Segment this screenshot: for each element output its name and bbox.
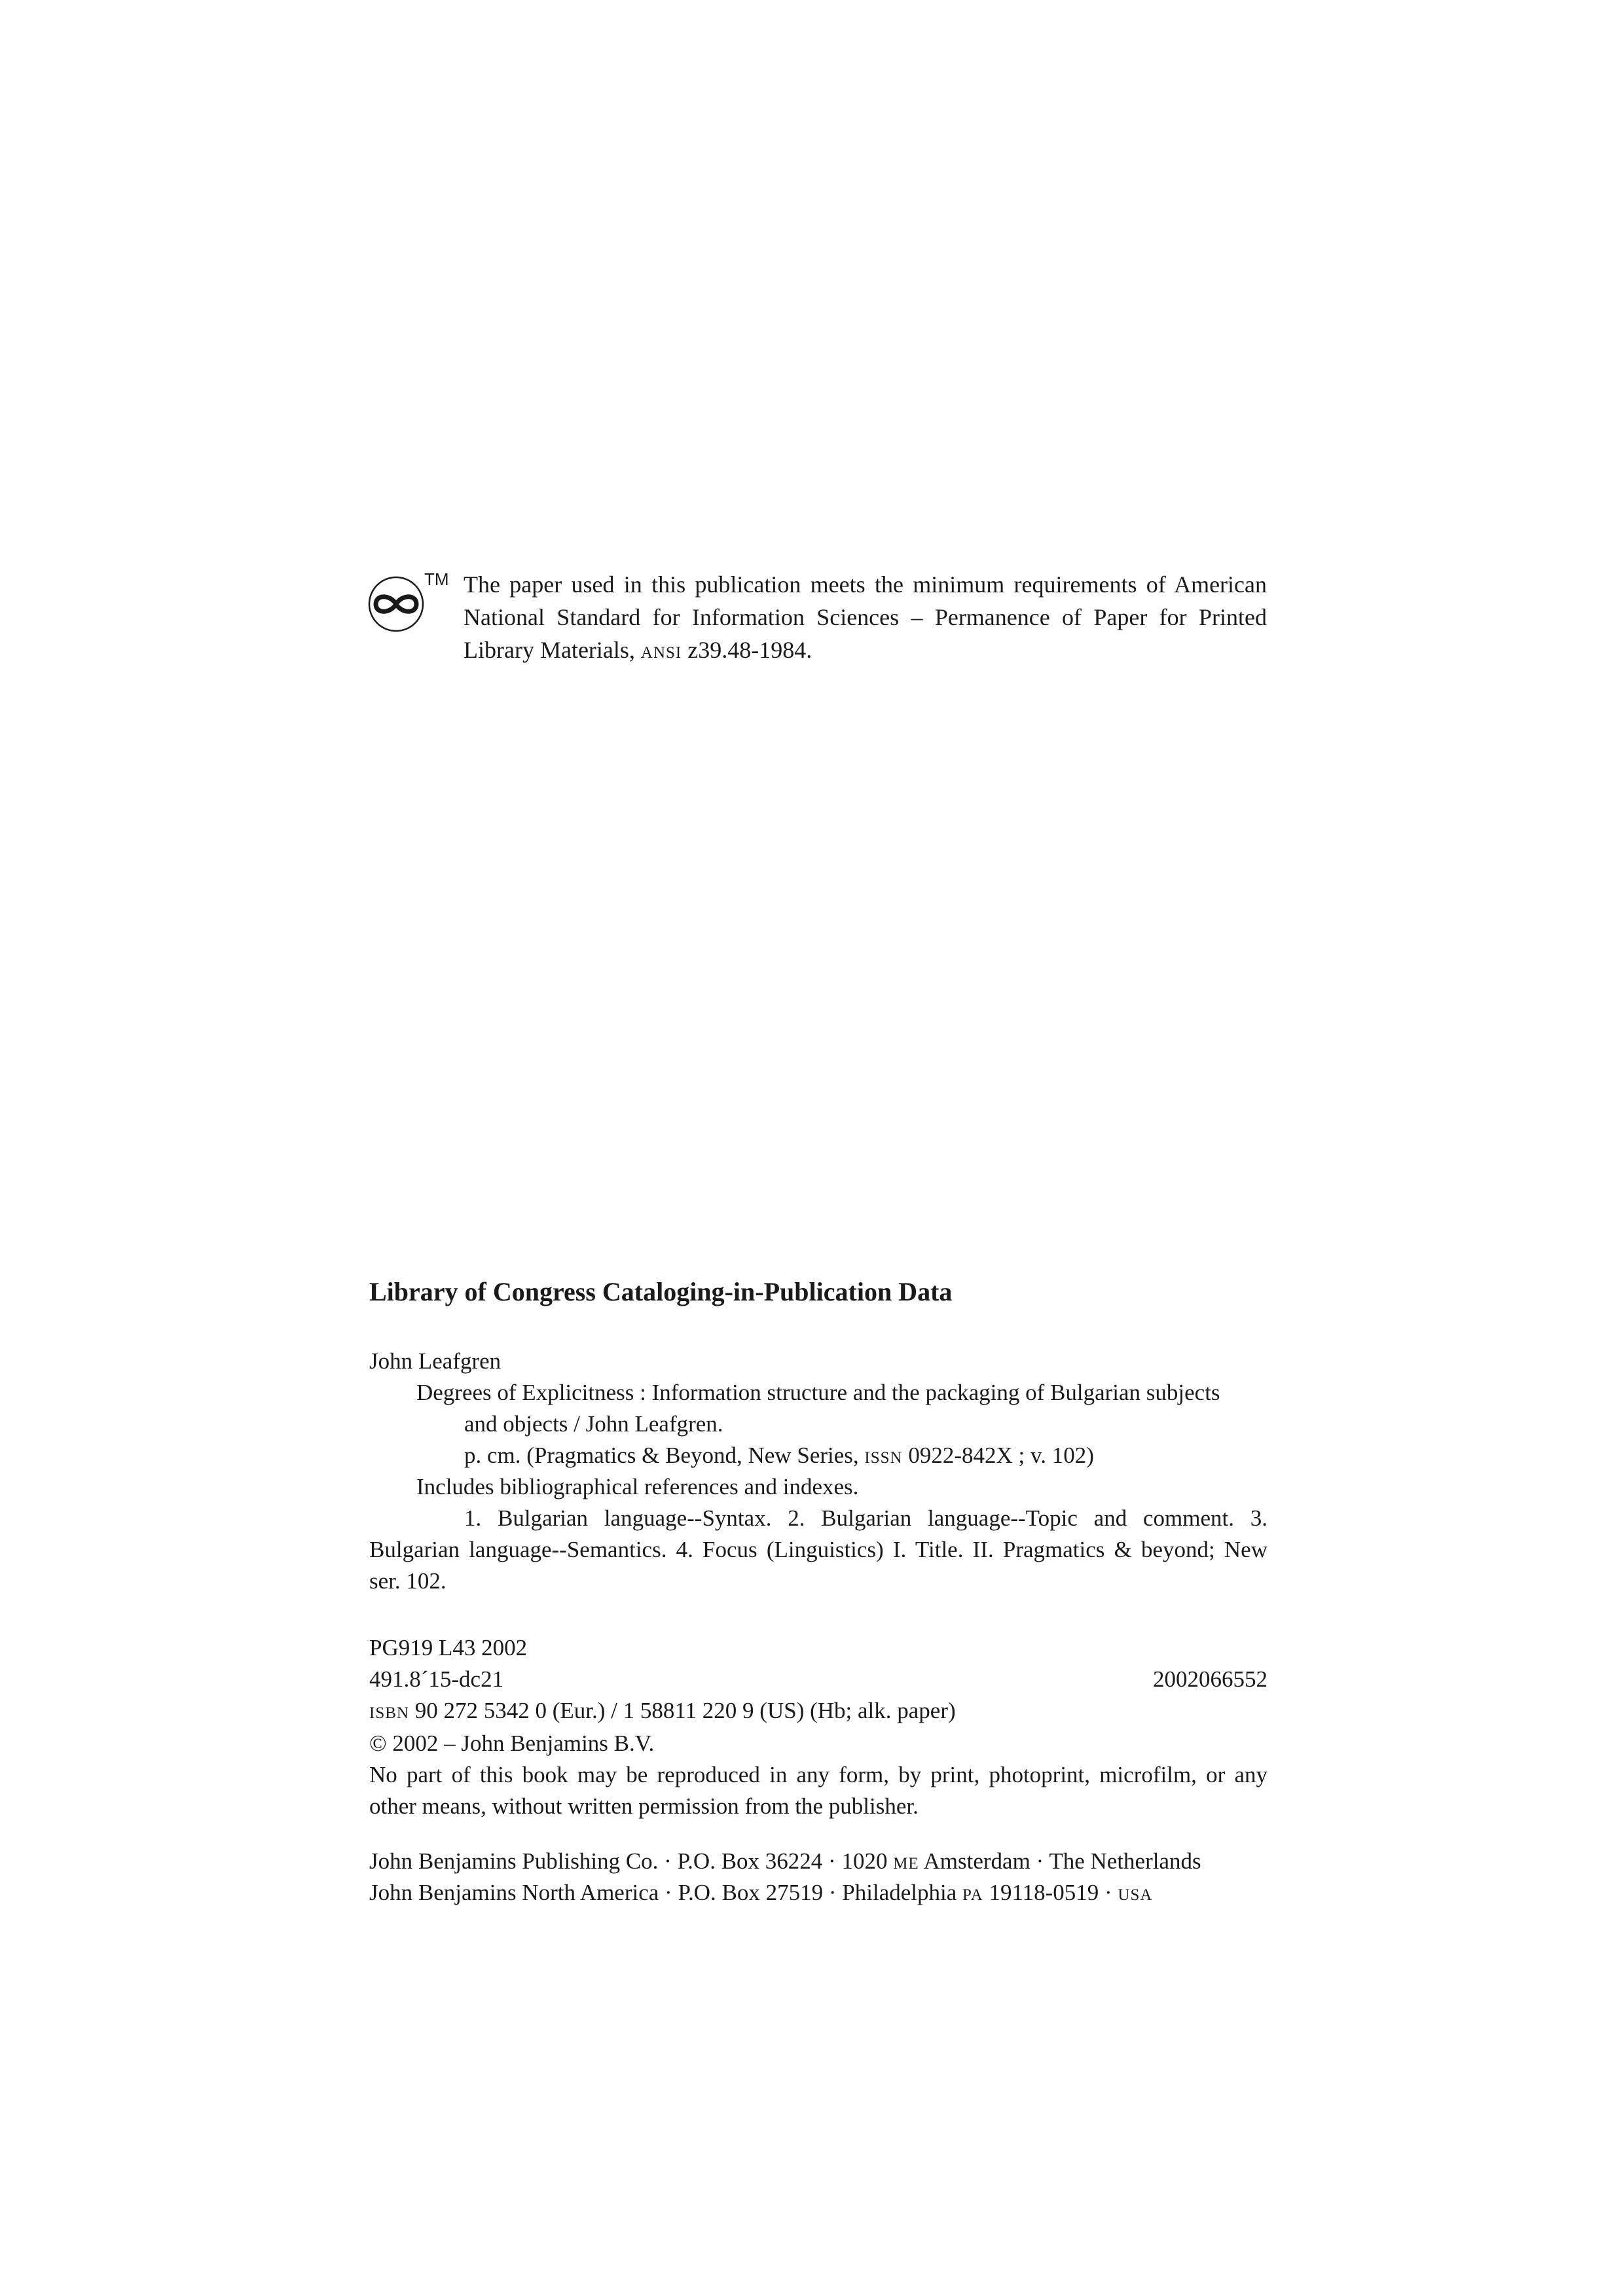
cip-includes: Includes bibliographical references and indexes. — [416, 1474, 859, 1499]
isbn-line: isbn 90 272 5342 0 (Eur.) / 1 58811 220 9 (US) (Hb; alk. paper) — [369, 1698, 956, 1723]
copyright-notice: © 2002 – John Benjamins B.V. — [369, 1731, 655, 1756]
permanence-line-1: The paper used in this publication meets the minimum requirements of American — [464, 571, 1267, 598]
publisher-address-netherlands: John Benjamins Publishing Co. · P.O. Box 36224 · 1020 me Amsterdam · The Netherlands — [369, 1848, 1201, 1874]
cip-subjects-line-1: 1. Bulgarian language--Syntax. 2. Bulgarian language--Topic and comment. 3. — [464, 1505, 1267, 1531]
rights-line-2: other means, without written permission from the publisher. — [369, 1793, 919, 1819]
cip-subjects-line-2: Bulgarian language--Semantics. 4. Focus (Linguistics) I. Title. II. Pragmatics & beyond; New — [369, 1537, 1267, 1562]
pa-small-caps: pa — [962, 1880, 983, 1905]
classification-block — [369, 1632, 1267, 1727]
permanence-notice-text — [464, 568, 1267, 666]
issn-small-caps: issn — [864, 1443, 903, 1468]
cip-heading: Library of Congress Cataloging-in-Publication Data — [369, 1277, 953, 1306]
cip-record — [369, 1346, 1267, 1597]
permanence-notice — [367, 568, 1267, 666]
cip-title-line-1: Degrees of Explicitness : Information structure and the packaging of Bulgarian subjects — [416, 1380, 1220, 1405]
publisher-address-north-america: John Benjamins North America · P.O. Box 27519 · Philadelphia pa 19118-0519 · usa — [369, 1880, 1153, 1905]
rights-line-1: No part of this book may be reproduced in any form, by print, photoprint, microfilm, or any — [369, 1762, 1267, 1787]
cip-subjects-line-3: ser. 102. — [369, 1568, 447, 1594]
usa-small-caps: usa — [1118, 1880, 1153, 1905]
trademark-mark: TM — [424, 569, 449, 589]
dewey-lccn-row — [369, 1664, 1267, 1695]
cip-title-line-2: and objects / John Leafgren. — [464, 1411, 723, 1437]
cip-author: John Leafgren — [369, 1348, 501, 1374]
me-small-caps: me — [893, 1848, 919, 1874]
ansi-small-caps: ansi — [640, 637, 682, 663]
permanence-line-2: National Standard for Information Sciences – Permanence of Paper for Printed — [464, 604, 1267, 630]
lc-call-number: PG919 L43 2002 — [369, 1635, 528, 1660]
isbn-small-caps: isbn — [369, 1698, 409, 1723]
infinity-paper-permanence-icon — [367, 575, 426, 634]
copyright-block — [369, 1728, 1267, 1822]
lccn-number: 2002066552 — [1153, 1666, 1267, 1692]
cip-series: p. cm. (Pragmatics & Beyond, New Series, issn 0922-842X ; v. 102) — [464, 1443, 1094, 1468]
dewey-number: 491.8´15-dc21 — [369, 1666, 504, 1692]
publisher-addresses — [369, 1846, 1267, 1909]
permanence-line-3: Library Materials, ansi z39.48-1984. — [464, 637, 812, 663]
